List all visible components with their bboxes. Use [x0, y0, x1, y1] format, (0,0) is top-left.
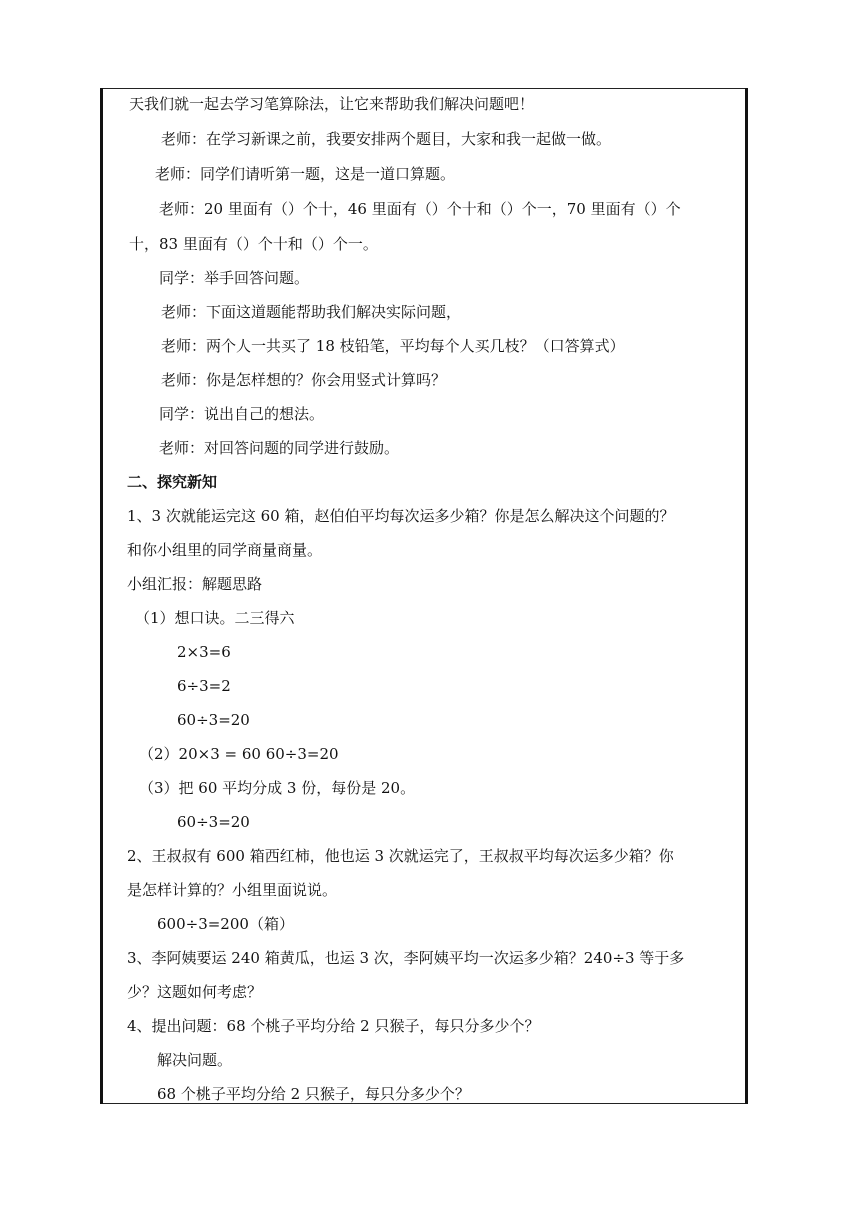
text-line: 是怎样计算的？小组里面说说。: [127, 881, 338, 899]
frame-right-border: [745, 88, 748, 1104]
text-line: 60÷3=20: [177, 813, 250, 831]
text-line: （1）想口诀。二三得六: [135, 609, 295, 627]
text-line: 老师：下面这道题能帮助我们解决实际问题，: [161, 303, 462, 321]
text-line: 4、提出问题：68 个桃子平均分给 2 只猴子，每只分多少个？: [127, 1017, 540, 1035]
text-line: 解决问题。: [157, 1051, 233, 1069]
text-line: 和你小组里的同学商量商量。: [127, 541, 323, 559]
frame-left-border: [100, 88, 103, 1104]
text-line: 老师：你是怎样想的？你会用竖式计算吗？: [161, 371, 447, 389]
text-line: 68 个桃子平均分给 2 只猴子，每只分多少个？: [157, 1085, 470, 1103]
text-line: 十，83 里面有（）个十和（）个一。: [129, 235, 378, 253]
text-line: （3）把 60 平均分成 3 份，每份是 20。: [139, 779, 416, 797]
text-line: 老师：在学习新课之前，我要安排两个题目，大家和我一起做一做。: [161, 130, 612, 148]
text-line: 2、王叔叔有 600 箱西红柿，他也运 3 次就运完了，王叔叔平均每次运多少箱？你: [127, 847, 674, 865]
text-line: 同学：说出自己的想法。: [159, 405, 325, 423]
text-line: 600÷3=200（箱）: [157, 915, 294, 933]
text-line: 6÷3=2: [177, 677, 231, 695]
text-line: 2×3=6: [177, 643, 231, 661]
text-line: 老师：20 里面有（）个十，46 里面有（）个十和（）个一，70 里面有（）个: [159, 200, 681, 218]
text-line: 天我们就一起去学习笔算除法，让它来帮助我们解决问题吧！: [129, 95, 535, 113]
text-line: 3、李阿姨要运 240 箱黄瓜，也运 3 次，李阿姨平均一次运多少箱？240÷3 等于多: [127, 949, 685, 967]
text-line: 少？这题如何考虑？: [127, 983, 263, 1001]
frame-top-border: [100, 88, 748, 89]
section-heading: 二、探究新知: [127, 473, 218, 491]
text-line: 60÷3=20: [177, 711, 250, 729]
text-line: 老师：对回答问题的同学进行鼓励。: [159, 439, 400, 457]
text-line: 小组汇报：解题思路: [127, 575, 263, 593]
text-line: 1、3 次就能运完这 60 箱，赵伯伯平均每次运多少箱？你是怎么解决这个问题的？: [127, 507, 675, 525]
text-line: 老师：两个人一共买了 18 枝铅笔，平均每个人买几枝？（口答算式）: [161, 337, 625, 355]
text-line: 老师：同学们请听第一题，这是一道口算题。: [155, 165, 456, 183]
text-line: （2）20×3 = 60 60÷3=20: [139, 745, 339, 763]
text-line: 同学：举手回答问题。: [159, 269, 310, 287]
